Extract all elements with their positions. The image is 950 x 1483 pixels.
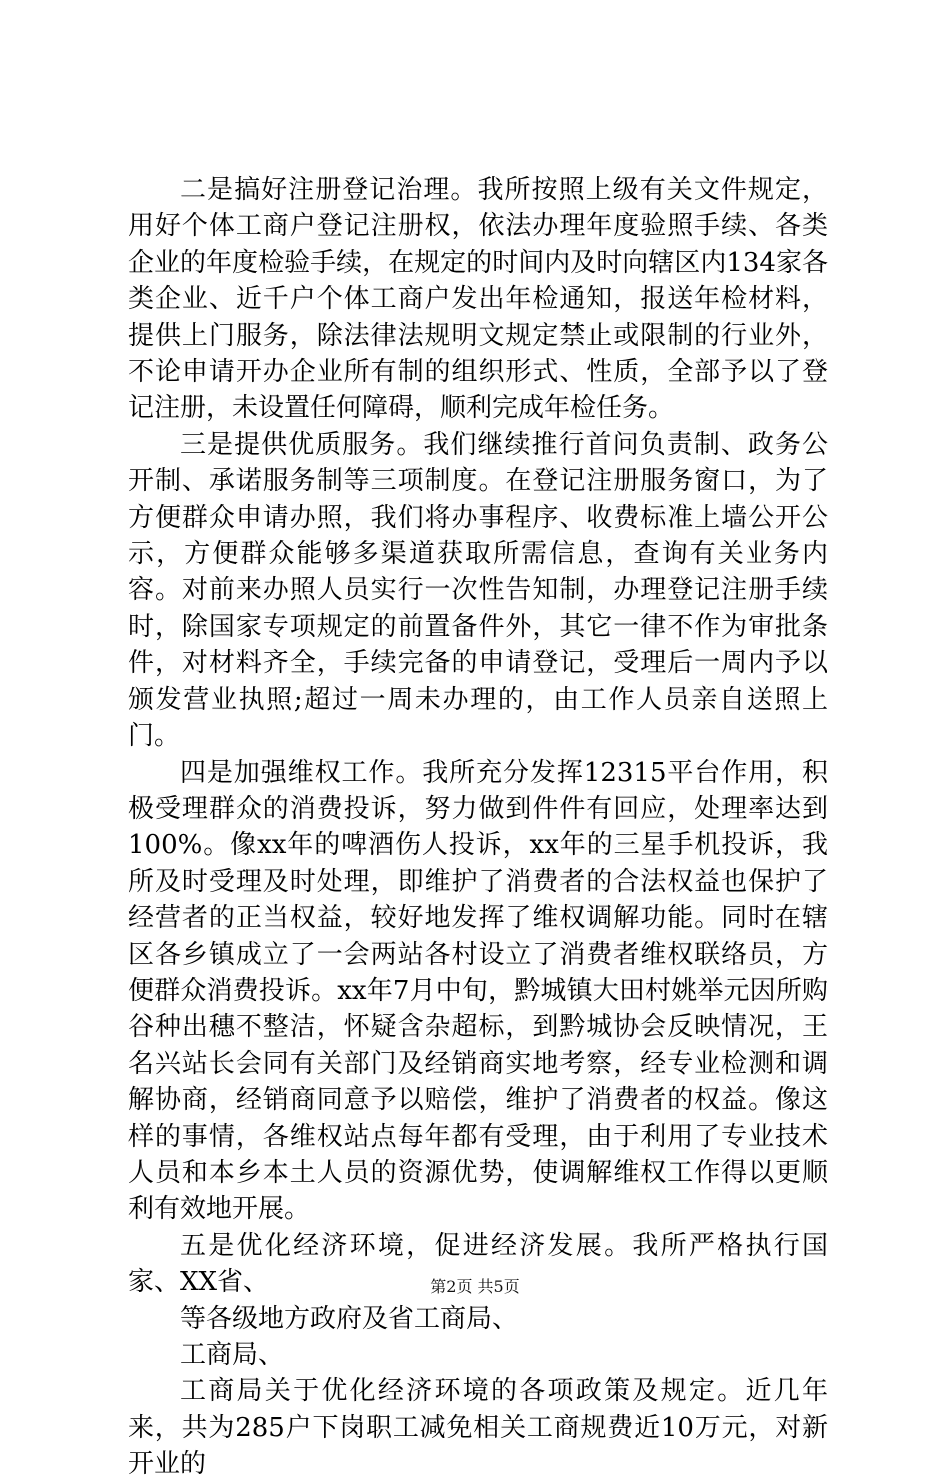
paragraph-bureau-short: 工商局、 — [180, 1340, 285, 1370]
paragraph-economic-environment: 五是优化经济环境，促进经济发展。我所严格执行国家、XX省、 — [128, 1230, 828, 1298]
paragraph-quality-service: 三是提供优质服务。我们继续推行首问负责制、政务公开制、承诺服务制等三项制度。在登记注册服务窗口，为了方便群众申请办照，我们将办事程序、收费标准上墙公开公示，方便群众能够多渠道获取所需信息，查询有关业务内容。对前来办照人员实行一次性告知制，办理登记注册手续时，除国家专项规定的前置备件外，其它一律不作为审批条件，对材料齐全，手续完备的申请登记，受理后一周内予以颁发营业执照;超过一周未办理的，由工作人员亲自送照上门。 — [128, 429, 828, 752]
page-footer — [0, 1277, 950, 1297]
paragraph-local-governments: 等各级地方政府及省工商局、 — [180, 1303, 519, 1334]
paragraph-registration: 二是搞好注册登记治理。我所按照上级有关文件规定，用好个体工商户登记注册权，依法办理年度验照手续、各类企业的年度检验手续，在规定的时间内及时向辖区内134家各类企业、近千户个体工商户发出年检通知，报送年检材料，提供上门服务，除法律法规明文规定禁止或限制的行业外，不论申请开办企业所有制的组织形式、性质，全部予以了登记注册，未设置任何障碍，顺利完成年检任务。 — [128, 175, 828, 424]
paragraph-consumer-rights: 四是加强维权工作。我所充分发挥12315平台作用，积极受理群众的消费投诉，努力做到件件有回应，处理率达到100%。像xx年的啤酒伤人投诉，xx年的三星手机投诉，我所及时受理及时处理，即维护了消费者的合法权益也保护了经营者的正当权益，较好地发挥了维权调解功能。同时在辖区各乡镇成立了一会两站各村设立了消费者维权联络员，方便群众消费投诉。xx年7月中旬，黔城镇大田村姚举元因所购谷种出穗不整洁，怀疑含杂超标，到黔城协会反映情况，王名兴站长会同有关部门及经销商实地考察，经专业检测和调解协商，经销商同意予以赔偿，维护了消费者的权益。像这样的事情，各维权站点每年都有受理，由于利用了专业技术人员和本乡本土人员的资源优势，使调解维权工作得以更顺利有效地开展。 — [128, 757, 828, 1225]
page-number-label: 第2页 共5页 — [430, 1277, 520, 1296]
paragraph-policy-measures: 工商局关于优化经济环境的各项政策及规定。近几年来，共为285户下岗职工减免相关工商规费近10万元，对新开业的 — [128, 1376, 828, 1480]
